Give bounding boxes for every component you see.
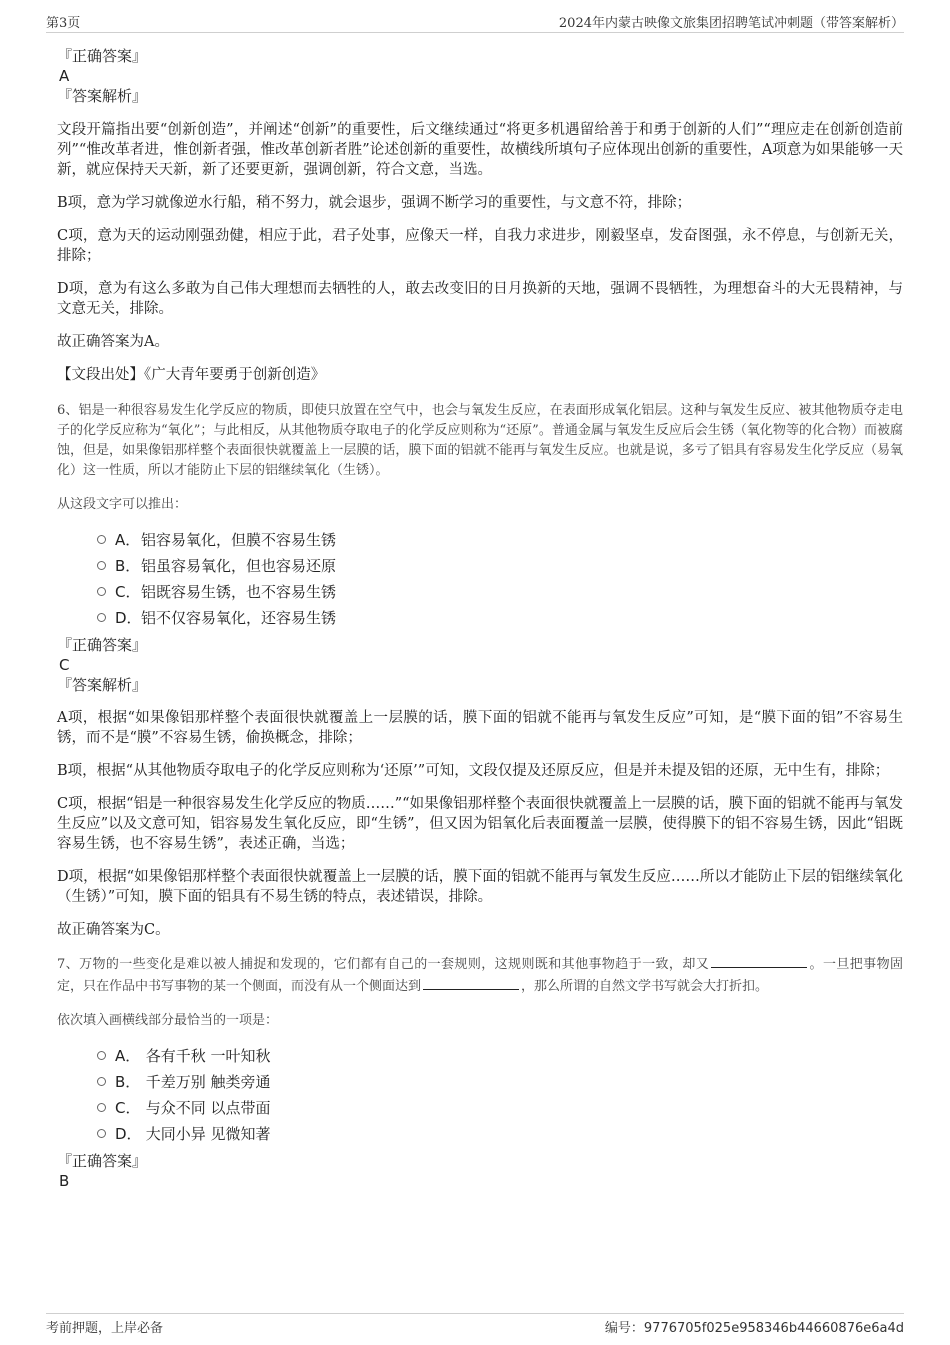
option-b[interactable]: B．铝虽容易氧化，但也容易还原 xyxy=(57,553,903,579)
analysis-label: 『答案解析』 xyxy=(57,676,148,694)
document-code: 编号：9776705f025e958346b44660876e6a4d xyxy=(604,1321,904,1336)
radio-circle-icon[interactable] xyxy=(97,587,106,596)
option-c[interactable]: C． 与众不同 以点带面 xyxy=(57,1095,903,1121)
analysis-paragraph: A项，根据“如果像铝那样整个表面很快就覆盖上一层膜的话，膜下面的铝就不能再与氧发生反应”可知，是“膜下面的铝”不容易生锈，而不是“膜”不容易生锈，偷换概念，排除； xyxy=(57,710,903,746)
analysis-paragraph: 文段开篇指出要“创新创造”，并阐述“创新”的重要性，后文继续通过“将更多机遇留给善于和勇于创新的人们”“理应走在创新创造前列”“惟改革者进，惟创新者强，惟改革创新者胜”论述创新的重要性，故横线所填句子应体现出创新的重要性，A项意为如果能够一天新，就应保持天天新，新了还要更新，强调创新，符合文意，当选。 xyxy=(57,122,903,178)
radio-circle-icon[interactable] xyxy=(97,1129,106,1138)
option-b[interactable]: B． 千差万别 触类旁通 xyxy=(57,1069,903,1095)
question-stem: 6、铝是一种很容易发生化学反应的物质，即使只放置在空气中，也会与氧发生反应，在表面形成氧化铝层。这种与氧发生反应、被其他物质夺走电子的化学反应称为“氧化”；与此相反，从其他物质夺取电子的化学反应则称为“还原”。普通金属与氧发生反应后会生锈（氧化物等的化合物）而被腐蚀，但是，如果像铝那样整个表面很快就覆盖上一层膜的话，膜下面的铝就不能再与氧发生反应。也就是说，多亏了铝具有容易发生化学反应（易氧化）这一性质，所以才能防止下层的铝继续氧化（生锈）。 xyxy=(57,403,903,478)
document-title: 2024年内蒙古映像文旅集团招聘笔试冲刺题（带答案解析） xyxy=(558,16,904,31)
radio-circle-icon[interactable] xyxy=(97,1051,106,1060)
analysis-conclusion: 故正确答案为C。 xyxy=(57,922,170,938)
option-d[interactable]: D．铝不仅容易氧化，还容易生锈 xyxy=(57,605,903,631)
page-number: 第3页 xyxy=(46,16,81,31)
fill-blank xyxy=(423,975,519,990)
option-a[interactable]: A．铝容易氧化，但膜不容易生锈 xyxy=(57,527,903,553)
option-d[interactable]: D． 大同小异 见微知著 xyxy=(57,1121,903,1147)
page-content xyxy=(57,46,903,1191)
analysis-paragraph: D项，意为有这么多敢为自己伟大理想而去牺牲的人，敢去改变旧的日月换新的天地，强调不畏牺牲，为理想奋斗的大无畏精神，与文意无关，排除。 xyxy=(57,281,903,317)
answer-label: 『正确答案』 xyxy=(57,47,148,65)
page-footer xyxy=(46,1313,904,1336)
radio-circle-icon[interactable] xyxy=(97,561,106,570)
answer-value: B xyxy=(59,1172,70,1190)
radio-circle-icon[interactable] xyxy=(97,1077,106,1086)
page-header xyxy=(46,12,904,33)
answer-label: 『正确答案』 xyxy=(57,636,148,654)
options-list xyxy=(57,527,903,631)
question-prompt: 依次填入画横线部分最恰当的一项是： xyxy=(57,1013,279,1028)
analysis-paragraph: C项，意为天的运动刚强劲健，相应于此，君子处事，应像天一样，自我力求进步，刚毅坚卓，发奋图强，永不停息，与创新无关，排除； xyxy=(57,228,903,264)
analysis-conclusion: 故正确答案为A。 xyxy=(57,334,169,350)
passage-source: 【文段出处】《广大青年要勇于创新创造》 xyxy=(57,367,326,383)
option-a[interactable]: A． 各有千秋 一叶知秋 xyxy=(57,1043,903,1069)
footer-slogan: 考前押题，上岸必备 xyxy=(46,1321,164,1336)
answer-label: 『正确答案』 xyxy=(57,1152,148,1170)
analysis-paragraph: B项，根据“从其他物质夺取电子的化学反应则称为‘还原’”可知，文段仅提及还原反应，但是并未提及铝的还原，无中生有，排除； xyxy=(57,763,890,779)
answer-value: C xyxy=(59,656,70,674)
option-c[interactable]: C．铝既容易生锈，也不容易生锈 xyxy=(57,579,903,605)
question-prompt: 从这段文字可以推出： xyxy=(57,497,188,512)
radio-circle-icon[interactable] xyxy=(97,613,106,622)
analysis-paragraph: D项，根据“如果像铝那样整个表面很快就覆盖上一层膜的话，膜下面的铝就不能再与氧发生反应……所以才能防止下层的铝继续氧化（生锈）”可知，膜下面的铝具有不易生锈的特点，表述错误，排除。 xyxy=(57,869,903,905)
question-stem: 7、万物的一些变化是难以被人捕捉和发现的，它们都有自己的一套规则，这规则既和其他事物趋于一致，却又 。一旦把事物固定，只在作品中书写事物的某一个侧面，而没有从一个侧面达到 ，那么所谓的自然文学书写就会大打折扣。 xyxy=(57,953,903,997)
answer-value: A xyxy=(59,67,70,85)
radio-circle-icon[interactable] xyxy=(97,535,106,544)
fill-blank xyxy=(711,953,807,968)
radio-circle-icon[interactable] xyxy=(97,1103,106,1112)
options-list xyxy=(57,1043,903,1147)
analysis-paragraph: C项，根据“铝是一种很容易发生化学反应的物质……”“如果像铝那样整个表面很快就覆盖上一层膜的话，膜下面的铝就不能再与氧发生反应”以及文意可知，铝容易发生氧化反应，即“生锈”，但又因为铝氧化后表面覆盖一层膜，使得膜下的铝不容易生锈，因此“铝既容易生锈，也不容易生锈”，表述正确，当选； xyxy=(57,796,903,852)
analysis-label: 『答案解析』 xyxy=(57,87,148,105)
analysis-paragraph: B项，意为学习就像逆水行船，稍不努力，就会退步，强调不断学习的重要性，与文意不符，排除； xyxy=(57,195,692,211)
